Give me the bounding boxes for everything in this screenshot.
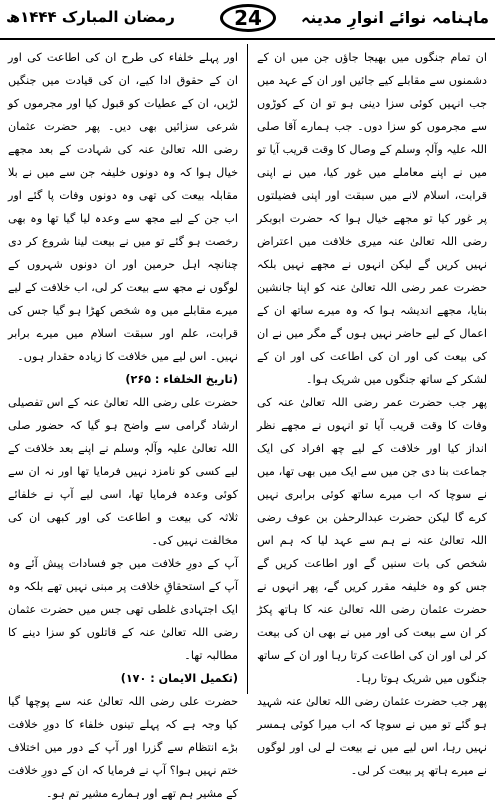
paragraph: پھر جب حضرت عمر رضی اللہ تعالیٰ عنہ کی وفات کا وقت قریب آیا تو انہوں نے مجھے نظر انداز کیا اور خلافت کے لیے چھ افراد کی ایک جماعت بنا دی جن میں سے ایک میں بھی تھا، میں نے سوچا کہ اب میرے ساتھ کوئی برابری نہیں کرے گا لیکن حضرت عبدالرحمٰن بن عوف رضی اللہ تعالیٰ عنہ نے ہم سے عہد لیا کہ ہم اس شخص کی بات سنیں گے اور اطاعت کریں گے جس کو وہ خلیفہ مقرر کریں گے، پھر انہوں نے حضرت عثمان رضی اللہ تعالیٰ عنہ کا ہاتھ پکڑ کر ان سے بیعت کی اور میں نے بھی ان کی بیعت کر لی اور ان کی اطاعت کرتا رہا اور ان کے ساتھ جنگوں میں شریک ہوتا رہا۔ [257, 396, 487, 685]
paragraph: اور پہلے خلفاء کی طرح ان کی اطاعت کی اور ان کے حقوق ادا کیے، ان کی قیادت میں جنگیں لڑیں، ان کے عطیات کو قبول کیا اور مجرموں کو شرعی سزائیں بھی دیں۔ پھر حضرت عثمان رضی اللہ تعالیٰ عنہ کی شہادت کے بعد مجھے خیال ہوا کہ وہ دونوں خلیفہ جن سے میں نے بلا مقابلہ بیعت کی تھی وہ دونوں وفات پا گئے اور اب جن کے لیے مجھ سے وعدہ لیا گیا تھا وہ بھی رخصت ہو گئے تو میں نے بیعت لینا شروع کر دی چنانچہ اہل حرمین اور ان دونوں شہروں کے لوگوں نے مجھ سے بیعت کر لی، اب خلافت کے لیے میرے مقابلے میں وہ شخص کھڑا ہو گیا جس کی قرابت، علم اور سبقت اسلام میں میرے برابر نہیں۔ اس لیے میں خلافت کا زیادہ حقدار ہوں۔ [8, 51, 238, 363]
paragraph: حضرت علی رضی اللہ تعالیٰ عنہ کے اس تفصیلی ارشاد گرامی سے واضح ہو گیا کہ حضور صلی اللہ تعالیٰ علیہ وآلہٖ وسلم نے اپنے بعد خلافت کے لیے کسی کو نامزد نہیں فرمایا تھا اور نہ ان سے کوئی وعدہ فرمایا تھا، اسی لیے آپ نے خلفائے ثلاثہ کی بیعت و اطاعت کی اور کبھی ان کی مخالفت نہیں کی۔ [8, 396, 238, 547]
left-column [8, 46, 238, 800]
paragraph: پھر جب حضرت عثمان رضی اللہ تعالیٰ عنہ شہید ہو گئے تو میں نے سوچا کہ اب میرا کوئی ہمسر نہیں رہا، اس لیے میں نے بیعت لے لی اور لوگوں نے میرے ہاتھ پر بیعت کر لی۔ [257, 695, 487, 777]
page-header [0, 0, 495, 40]
reference-citation: (تکمیل الایمان : ۱۷۰) [120, 672, 238, 685]
page-number-badge: 24 [220, 4, 276, 32]
issue-label: رمضان المبارک ۱۴۴۴ھ [6, 8, 175, 26]
paragraph: حضرت علی رضی اللہ تعالیٰ عنہ سے پوچھا گیا کیا وجہ ہے کہ پہلے تینوں خلفاء کا دورِ خلافت بڑے انتظام سے گزرا اور آپ کے دور میں اختلاف ختم نہیں ہوا؟ آپ نے فرمایا کہ ان کے دورِ خلافت کے مشیر ہم تھے اور ہمارے مشیر تم ہو۔ [8, 695, 238, 800]
column-divider [247, 44, 248, 694]
paragraph: ان تمام جنگوں میں بھیجا جاؤں جن میں ان کے دشمنوں سے مقابلے کیے جائیں اور ان کے عہد میں جب انہیں کوئی سزا دینی ہو تو ان کے کوڑوں سے مجرموں کو سزا دوں۔ جب ہمارے آقا صلی اللہ علیہ وآلہٖ وسلم کے وصال کا وقت قریب آیا تو میں نے اپنے معاملے میں غور کیا، میں نے اپنی قرابت، اسلام لانے میں سبقت اور اپنی فضیلتوں پر غور کیا تو مجھے خیال ہوا کہ حضرت ابوبکر رضی اللہ تعالیٰ عنہ میری خلافت میں اعتراض نہیں کریں گے لیکن انہوں نے مجھے نہیں بلکہ حضرت عمر رضی اللہ تعالیٰ عنہ کو اپنا جانشین بنایا، مجھے اندیشہ ہوا کہ وہ میرے ساتھ ان کے اعمال کے لیے حاضر نہیں ہوں گے مگر میں نے ان کی بیعت کی اور ان کی اطاعت کی اور ان کے لشکر کے ساتھ جنگوں میں شریک ہوا۔ [257, 51, 487, 386]
paragraph: آپ کے دورِ خلافت میں جو فسادات پیش آئے وہ آپ کے استحقاقِ خلافت پر مبنی نہیں تھے بلکہ وہ ایک اجتہادی غلطی تھی جس میں حضرت عثمان رضی اللہ تعالیٰ عنہ کے قاتلوں کو سزا دینے کا مطالبہ تھا۔ [8, 557, 238, 662]
reference-citation: (تاریخ الخلفاء : ۲۶۵) [125, 373, 238, 386]
right-column [257, 46, 487, 777]
magazine-title: ماہنامہ نوائے انوارِ مدینہ [300, 8, 489, 27]
